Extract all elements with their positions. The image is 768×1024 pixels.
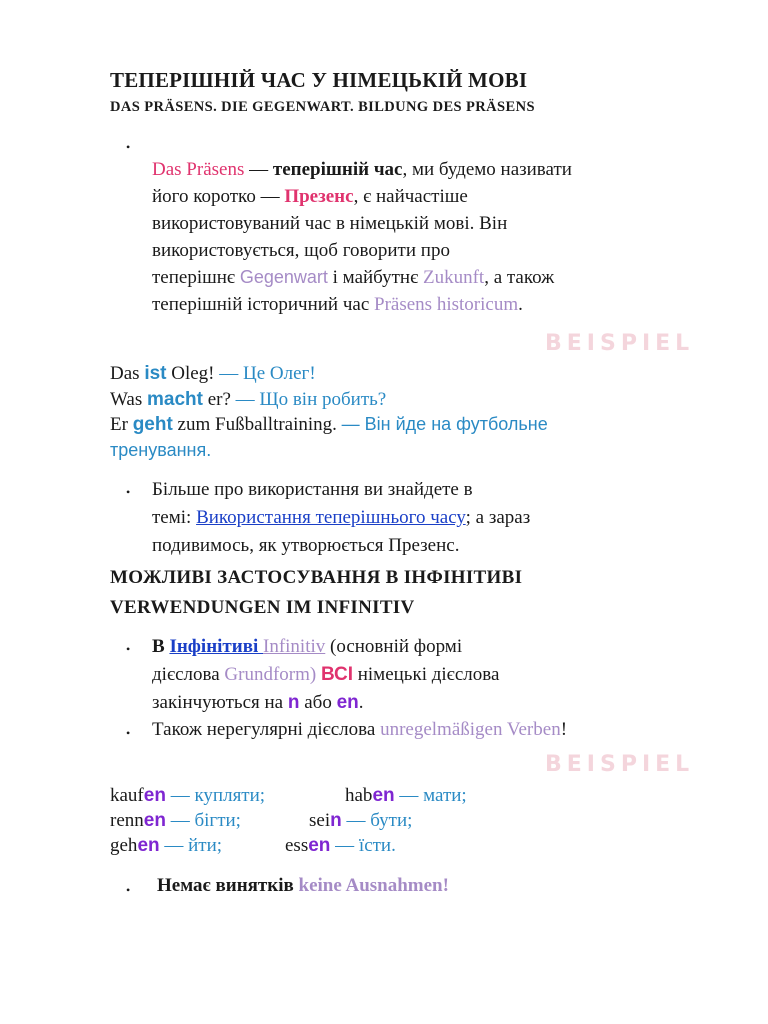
inf-line-1: В Інфінітиві Infinitiv (основній формі <box>152 636 463 657</box>
irregular-line: Також нерегулярні дієслова unregelmäßigen Verben! <box>152 719 568 740</box>
section-subtitle: VERWENDUNGEN IM INFINITIV <box>110 597 415 618</box>
verb-macht: macht <box>147 388 203 410</box>
intro-line-4: використовується, щоб говорити про <box>152 240 450 261</box>
term-das-prasens: Das Präsens <box>152 159 245 180</box>
translation-3-cont: тренування. <box>110 439 212 460</box>
inf-line-3: закінчуються на n або en. <box>152 692 364 713</box>
example-3: Er geht zum Fußballtraining. — Він йде на футбольне <box>110 414 548 435</box>
ending-en: en <box>336 692 359 713</box>
bullet-marker: • <box>126 642 131 656</box>
link-infinitiv-de[interactable]: Infinitiv <box>263 636 326 657</box>
no-exceptions-line: Немає винятків keine Ausnahmen! <box>157 875 449 896</box>
verb-geht: geht <box>132 414 173 435</box>
more-line-1: Більше про використання ви знайдете в <box>152 479 473 500</box>
verb-rennen: rennen — бігти; <box>110 810 241 831</box>
verb-ist: ist <box>144 363 167 384</box>
verb-list-col-1 <box>110 783 265 858</box>
bullet-marker: • <box>126 883 131 897</box>
verb-sein: sein — бути; <box>309 810 413 831</box>
example-2: Was macht er? — Що він робить? <box>110 388 387 410</box>
term-gegenwart: Gegenwart <box>239 267 328 287</box>
section-title: МОЖЛИВІ ЗАСТОСУВАННЯ В ІНФІНІТИВІ <box>110 567 523 588</box>
intro-line-2: його коротко — Презенс, є найчастіше <box>152 186 468 207</box>
intro-line-6: теперішній історичний час Präsens historicum. <box>152 294 523 315</box>
link-usage-present[interactable]: Використання теперішнього часу <box>196 507 466 528</box>
intro-line-5: теперішнє Gegenwart і майбутнє Zukunft, а також <box>152 267 555 288</box>
watermark-beispiel: BEISPIEL <box>545 331 695 356</box>
watermark-beispiel: BEISPIEL <box>545 752 695 777</box>
term-unregelmassig: unregelmäßigen Verben <box>380 719 561 740</box>
term-zukunft: Zukunft <box>422 267 485 288</box>
more-line-3: подивимось, як утворюється Презенс. <box>152 535 460 556</box>
term-prezens: Презенс <box>284 186 354 207</box>
term-grundform: Grundform) <box>224 664 317 685</box>
intro-line-3: використовуваний час в німецькій мові. Він <box>152 213 508 234</box>
translation-3: — Він йде на футбольне <box>341 414 548 434</box>
intro-line-1: Das Präsens — теперішній час, ми будемо називати <box>152 159 572 180</box>
more-line-2: темі: Використання теперішнього часу; а зараз <box>152 507 531 528</box>
infinitive-paragraph <box>152 633 499 717</box>
verb-kaufen: kaufen — купляти; <box>110 785 266 806</box>
inf-line-2: дієслова Grundform) ВСІ німецькі дієслова <box>152 664 500 685</box>
bullet-marker: • <box>126 485 131 499</box>
translation-2: — Що він робить? <box>235 388 387 410</box>
example-1: Das ist Oleg! — Це Олег! <box>110 363 316 384</box>
bullet-marker: • <box>126 726 131 740</box>
term-uk: теперішній час <box>272 159 403 180</box>
term-historicum: Präsens historicum <box>374 294 519 315</box>
bullet-marker: • <box>126 140 131 154</box>
more-paragraph <box>152 476 530 560</box>
verb-haben: haben — мати; <box>345 785 467 806</box>
page-title: ТЕПЕРІШНІЙ ЧАС У НІМЕЦЬКІЙ МОВІ <box>110 68 528 92</box>
term-keine-ausnahmen: keine Ausnahmen! <box>298 875 449 896</box>
ending-n: n <box>287 692 300 713</box>
term-vsi: ВСІ <box>320 664 353 685</box>
verb-gehen: gehen — йти; <box>110 835 223 856</box>
intro-paragraph <box>152 156 572 318</box>
page-subtitle: DAS PRÄSENS. DIE GEGENWART. BILDUNG DES PRÄSENS <box>110 99 535 115</box>
verb-essen: essen — їсти. <box>285 835 396 856</box>
examples-block <box>110 361 548 463</box>
link-infinitive[interactable]: Інфінітиві <box>169 636 263 657</box>
translation-1: — Це Олег! <box>219 363 316 384</box>
